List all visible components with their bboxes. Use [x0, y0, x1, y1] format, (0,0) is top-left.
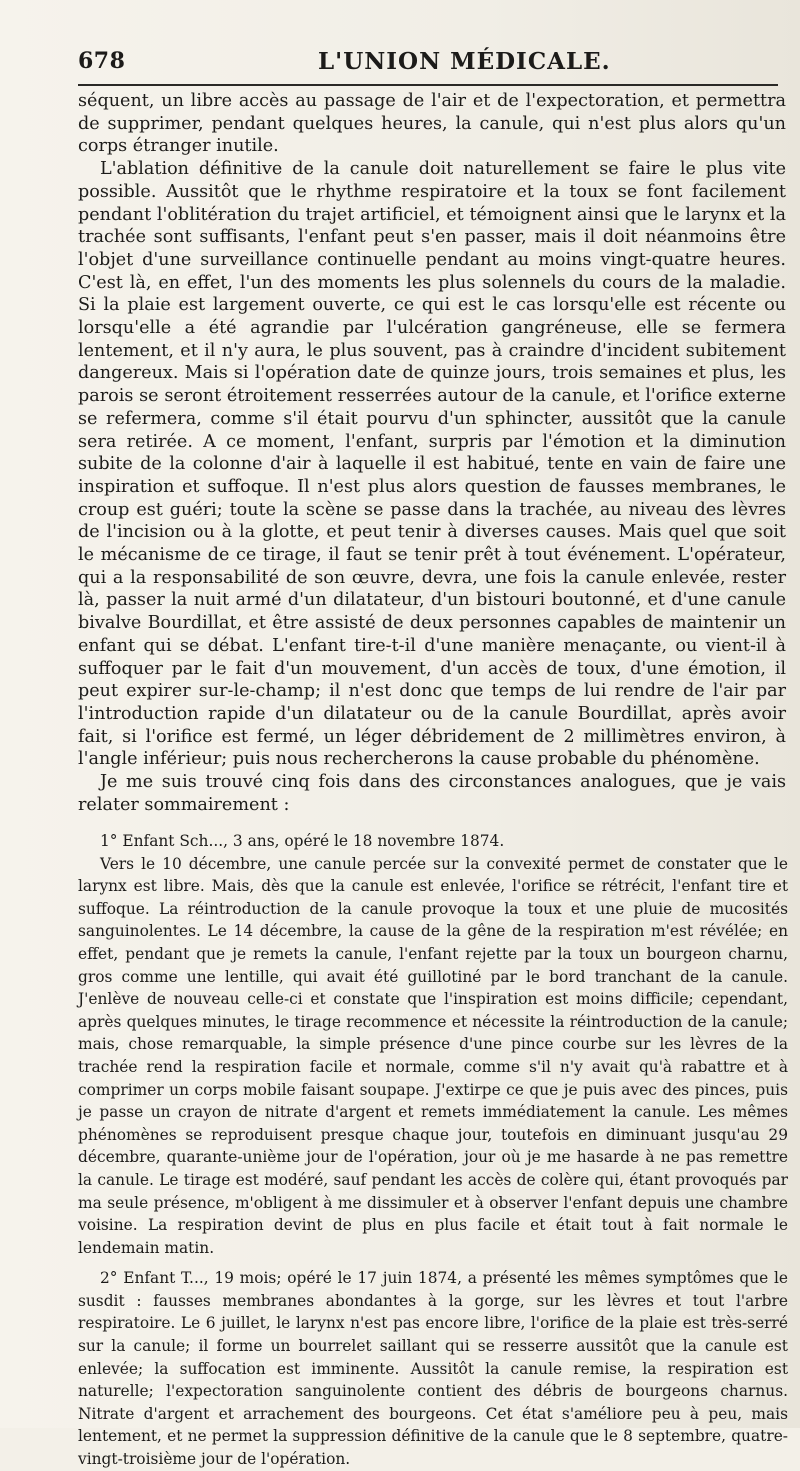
body-text — [78, 90, 786, 817]
paragraph: Je me suis trouvé cinq fois dans des circonstances analogues, que je vais relater sommairement : — [78, 772, 786, 815]
running-title: L'UNION MÉDICALE. — [318, 48, 611, 75]
page-header — [78, 44, 778, 84]
paragraph: séquent, un libre accès au passage de l'air et de l'expectoration, et permettra de supprimer, pendant quelques heures, la canule, qui n'est plus alors qu'un corps étranger inutile. — [78, 91, 786, 157]
case-text: a présenté les mêmes symptômes que le susdit : fausses membranes abondantes à la gorge, sur les lèvres et tout l'arbre respiratoire. Le 6 juillet, le larynx n'est pas encore libre, l'orifice de la plaie est très-serré sur la canule; il forme un bourrelet saillant qui se resserre aussitôt que la canule est enlevée; la suffocation est imminente. Aussitôt la canule remise, la respiration est naturelle; l'expectoration sanguinolente contient des débris de bourgeons charnus. Nitrate d'argent et arrachement des bourgeons. Cet état s'améliore peu à peu, mais lentement, et ne permet la suppression définitive de la canule que le 8 septembre, quatre-vingt-troisième jour de l'opération. — [78, 1269, 788, 1469]
case-heading: 2° Enfant T..., 19 mois; opéré le 17 juin 1874, — [100, 1269, 462, 1288]
case-text: Vers le 10 décembre, une canule percée sur la convexité permet de constater que le larynx est libre. Mais, dès que la canule est enlevée, l'orifice se rétrécit, l'enfant tire et suffoque. La réintroduction de la canule provoque la toux et une pluie de mucosités sanguinolentes. Le 14 décembre, la cause de la gêne de la respiration m'est révélée; en effet, pendant que je remets la canule, l'enfant rejette par la toux un bourgeon charnu, gros comme une lentille, qui avait été guillotiné par le bord tranchant de la canule. J'enlève de nouveau celle-ci et constate que l'inspiration est moins difficile; cependant, après quelques minutes, le tirage recommence et nécessite la réintroduction de la canule; mais, chose remarquable, la simple présence d'une pince courbe sur les lèvres de la trachée rend la respiration facile et normale, comme s'il n'y avait qu'à rabattre et à comprimer un corps mobile faisant soupape. J'extirpe ce que je puis avec des pinces, puis je passe un crayon de nitrate d'argent et remets immédiatement la canule. Les mêmes phénomènes se reproduisent presque chaque jour, toutefois en diminuant jusqu'au 29 décembre, quarante-unième jour de l'opération, jour où je me hasarde à ne pas remettre la canule. Le tirage est modéré, sauf pendant les accès de colère qui, étant provoqués par ma seule présence, m'obligent à me dissimuler et à observer l'enfant depuis une chambre voisine. La respiration devint de plus en plus facile et était tout à fait normale le lendemain matin. — [78, 854, 788, 1257]
case-paragraph — [78, 1267, 788, 1470]
paragraph: L'ablation définitive de la canule doit naturellement se faire le plus vite possible. Aussitôt que le rhythme respiratoire et la toux se font facilement pendant l'oblitération du trajet artificiel, et témoignent ainsi que le larynx et la trachée sont suffisants, l'enfant peut s'en passer, mais il doit néanmoins être l'objet d'une surveillance continuelle pendant au moins vingt-quatre heures. C'est là, en effet, l'un des moments les plus solennels du cours de la maladie. Si la plaie est largement ouverte, ce qui est le cas lorsqu'elle est récente ou lorsqu'elle a été agrandie par l'ulcération gangréneuse, elle se fermera lentement, et il n'y aura, le plus souvent, pas à craindre d'incident subitement dangereux. Mais si l'opération date de quinze jours, trois semaines et plus, les parois se seront étroitement resserrées autour de la canule, et l'orifice externe se refermera, comme s'il était pourvu d'un sphincter, aussitôt que la canule sera retirée. A ce moment, l'enfant, surpris par l'émotion et la diminution subite de la colonne d'air à laquelle il est habitué, tente en vain de faire une inspiration et suffoque. Il n'est plus alors question de fausses membranes, le croup est guéri; toute la scène se passe dans la trachée, au niveau des lèvres de l'incision ou à la glotte, et peut tenir à diverses causes. Mais quel que soit le mécanisme de ce tirage, il faut se tenir prêt à tout événement. L'opérateur, qui a la responsabilité de son œuvre, devra, une fois la canule enlevée, rester là, passer la nuit armé d'un dilatateur, d'un bistouri boutonné, et d'une canule bivalve Bourdillat, et être assisté de deux personnes capables de maintenir un enfant qui se débat. L'enfant tire-t-il d'une manière menaçante, ou vient-il à suffoquer par le fait d'un mouvement, d'un accès de toux, d'une émotion, il peut expirer sur-le-champ; il n'est donc que temps de lui rendre de l'air par l'introduction rapide d'un dilatateur ou de la canule Bourdillat, après avoir fait, si l'orifice est fermé, un léger débridement de 2 millimètres environ, à l'angle inférieur; puis nous rechercherons la cause probable du phénomène. — [78, 159, 786, 770]
page-number: 678 — [78, 48, 126, 74]
case-heading: 1° Enfant Sch..., 3 ans, opéré le 18 novembre 1874. — [100, 832, 505, 850]
header-rule — [78, 84, 778, 86]
case-reports — [78, 830, 788, 1471]
